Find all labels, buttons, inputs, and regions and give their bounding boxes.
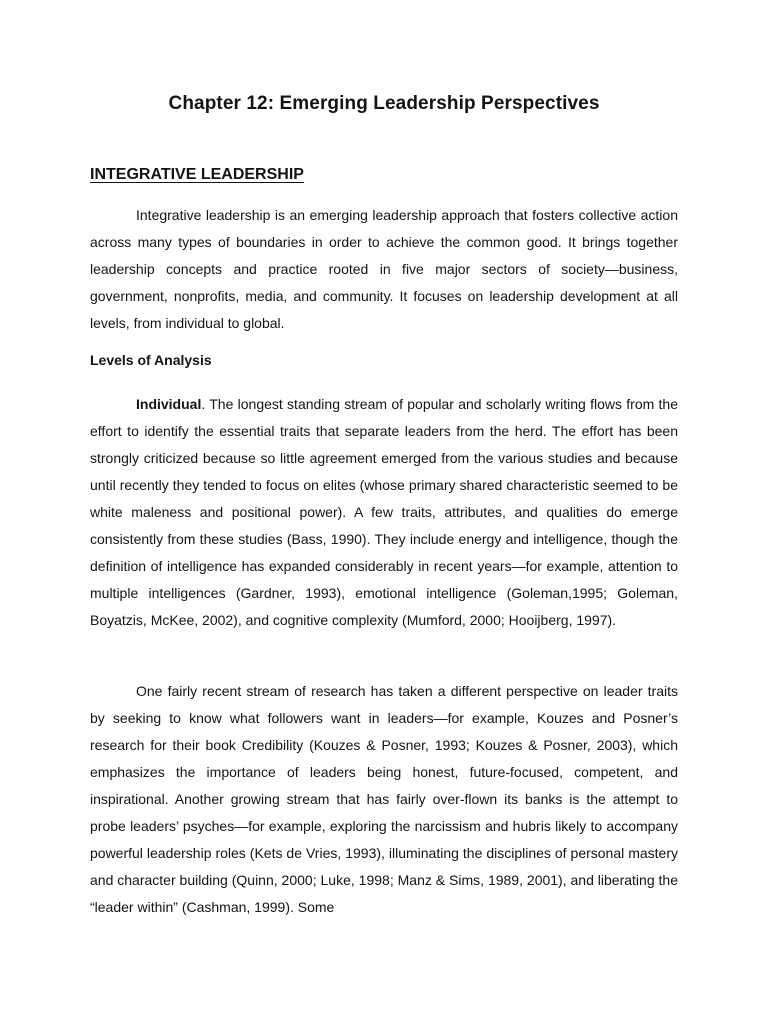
section-heading: INTEGRATIVE LEADERSHIP [90, 166, 304, 183]
chapter-title: Chapter 12: Emerging Leadership Perspectives [168, 93, 600, 114]
subheading-levels-of-analysis: Levels of Analysis [90, 352, 212, 368]
intro-paragraph [90, 202, 678, 337]
followers-paragraph [90, 678, 678, 921]
individual-paragraph [90, 391, 678, 634]
individual-run-in-heading: Individual [136, 396, 202, 412]
individual-paragraph-text: . The longest standing stream of popular and scholarly writing flows from the effort to identify the essential traits that separate leaders from the herd. The effort has been strongly criticized because so little agreement emerged from the various studies and because until recently they tended to focus on elites (whose primary shared characteristic seemed to be white maleness and positional power). A few traits, attributes, and qualities do emerge consistently from these studies (Bass, 1990). They include energy and intelligence, though the definition of intelligence has expanded considerably in recent years—for example, attention to multiple intelligences (Gardner, 1993), emotional intelligence (Goleman,1995; Goleman, Boyatzis, McKee, 2002), and cognitive complexity (Mumford, 2000; Hooijberg, 1997). [90, 396, 678, 628]
followers-paragraph-text: One fairly recent stream of research has taken a different perspective on leader traits by seeking to know what followers want in leaders—for example, Kouzes and Posner’s research for their book Credibility (Kouzes & Posner, 1993; Kouzes & Posner, 2003), which emphasizes the importance of leaders being honest, future-focused, competent, and inspirational. Another growing stream that has fairly over-flown its banks is the attempt to probe leaders’ psyches—for example, exploring the narcissism and hubris likely to accompany powerful leadership roles (Kets de Vries, 1993), illuminating the disciplines of personal mastery and character building (Quinn, 2000; Luke, 1998; Manz & Sims, 1989, 2001), and liberating the “leader within” (Cashman, 1999). Some [90, 683, 678, 915]
intro-paragraph-text: Integrative leadership is an emerging leadership approach that fosters collective action across many types of boundaries in order to achieve the common good. It brings together leadership concepts and practice rooted in five major sectors of society—business, government, nonprofits, media, and community. It focuses on leadership development at all levels, from individual to global. [90, 207, 678, 331]
